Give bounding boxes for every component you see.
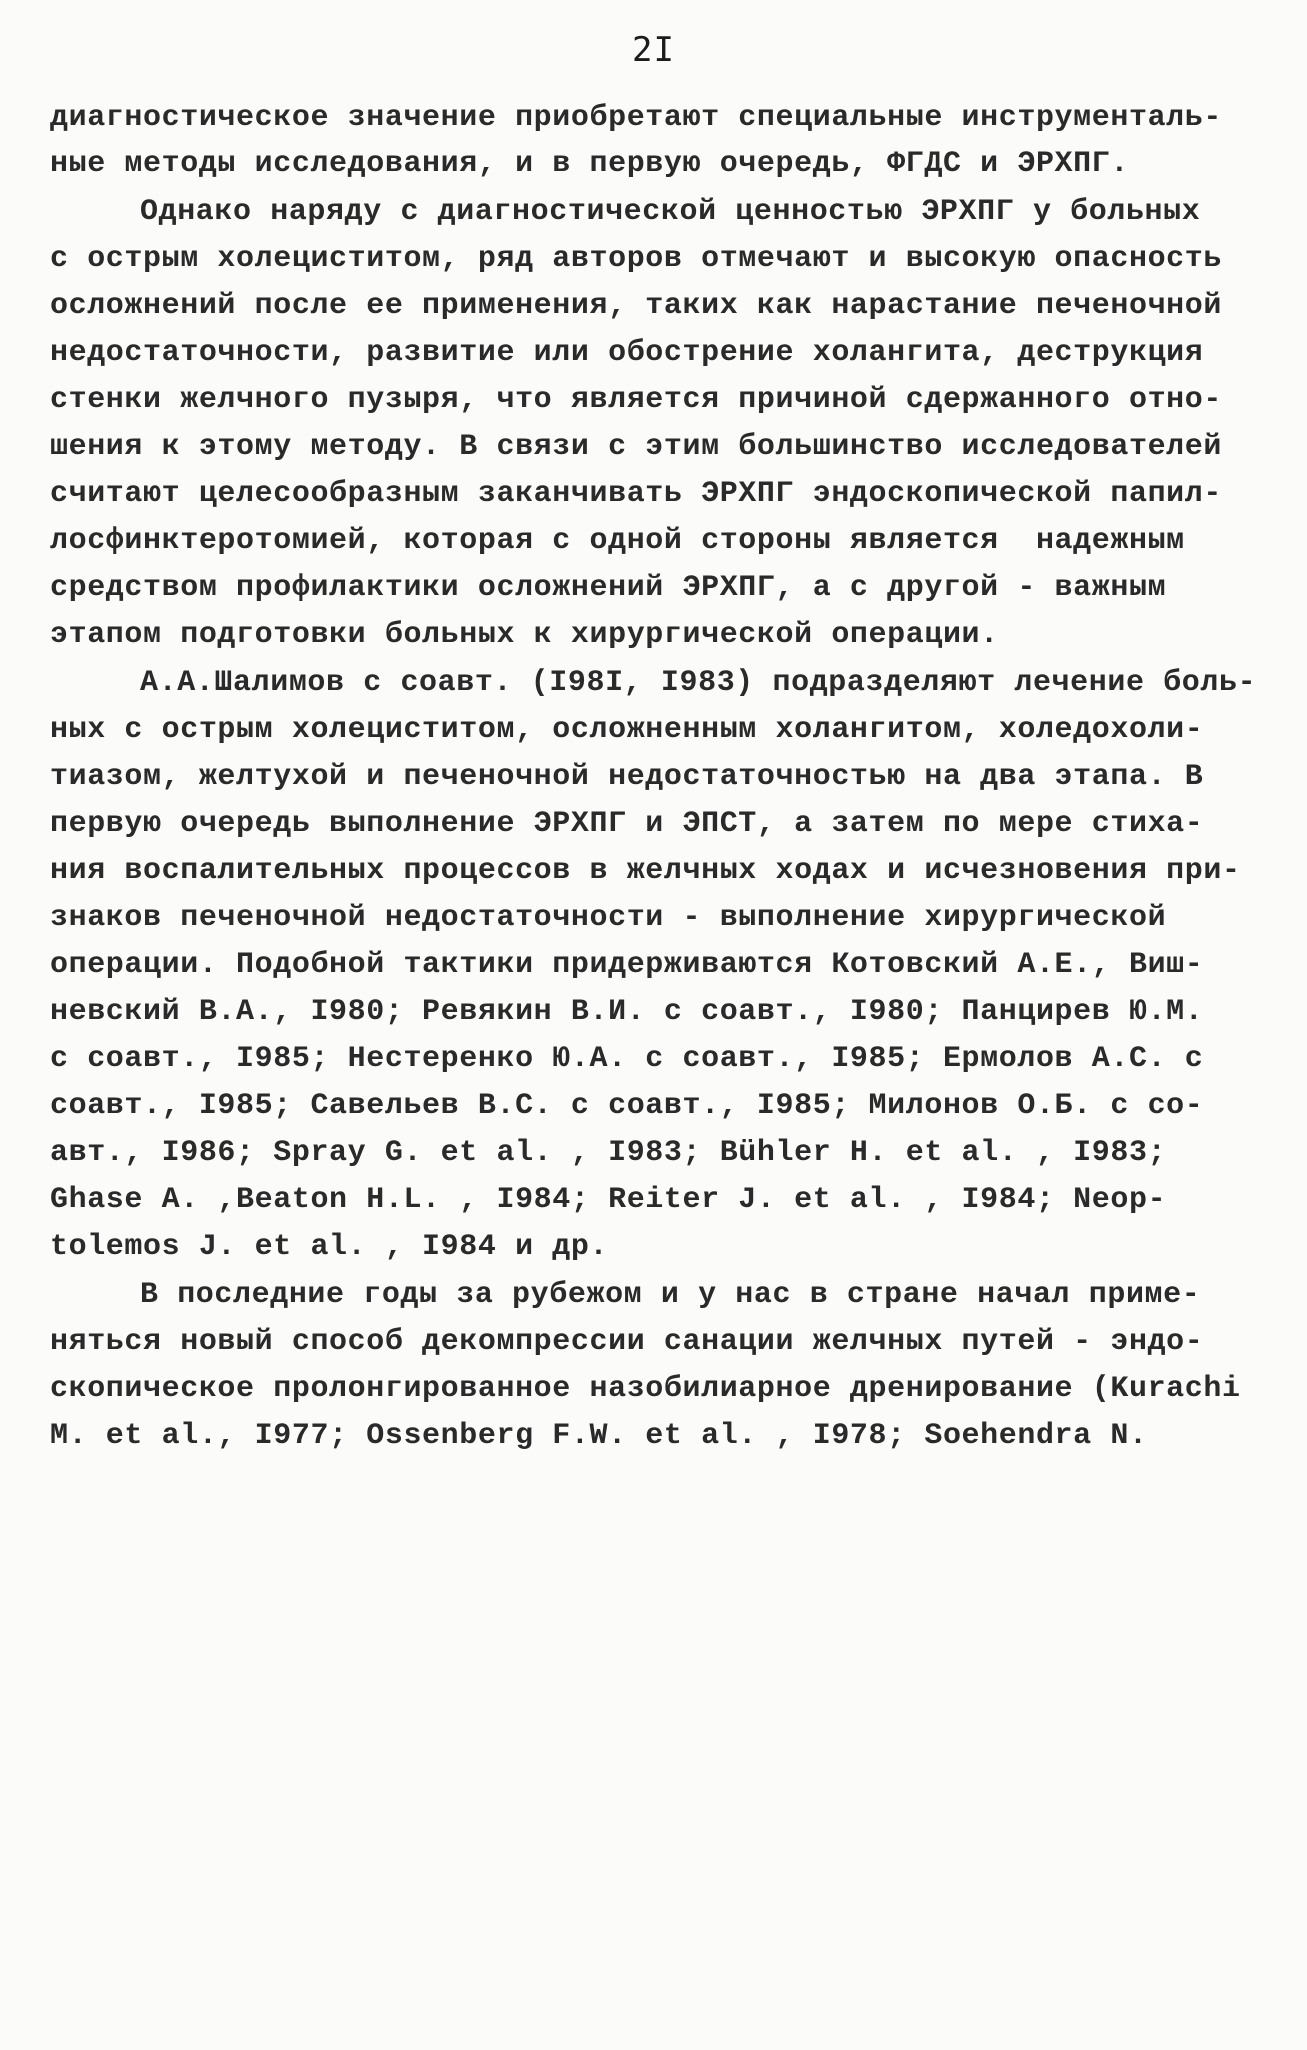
text-line: ные методы исследования, и в первую очередь, ФГДС и ЭРХПГ. (50, 147, 1129, 181)
text-line: лосфинктеротомией, которая с одной стороны является надежным (50, 524, 1185, 558)
text-line: шения к этому методу. В связи с этим большинство исследователей (50, 430, 1222, 464)
text-line: средством профилактики осложнений ЭРХПГ, а с другой - важным (50, 571, 1167, 605)
text-line: с соавт., I985; Нестеренко Ю.А. с соавт., I985; Ермолов А.С. с (50, 1042, 1204, 1076)
text-line: осложнений после ее применения, таких как нарастание печеночной (50, 289, 1222, 323)
text-line: ния воспалительных процессов в желчных ходах и исчезновения при- (50, 854, 1241, 888)
text-line: диагностическое значение приобретают специальные инструменталь- (50, 101, 1222, 135)
text-line: соавт., I985; Савельев В.С. с соавт., I985; Милонов О.Б. с со- (50, 1089, 1204, 1123)
text-line: невский В.А., I980; Ревякин В.И. с соавт., I980; Панцирев Ю.М. (50, 995, 1204, 1029)
page-number: 2I (632, 30, 675, 70)
text-line: стенки желчного пузыря, что является причиной сдержанного отно- (50, 383, 1222, 417)
text-line: недостаточности, развитие или обострение холангита, деструкция (50, 336, 1204, 370)
text-line: tolemos J. et al. , I984 и др. (50, 1230, 609, 1264)
text-line: Однако наряду с диагностической ценностью ЭРХПГ у больных (140, 195, 1201, 229)
text-line: ных с острым холециститом, осложненным холангитом, холедохоли- (50, 713, 1204, 747)
text-line: В последние годы за рубежом и у нас в стране начал приме- (140, 1278, 1201, 1312)
text-line: первую очередь выполнение ЭРХПГ и ЭПСТ, а затем по мере стиха- (50, 807, 1204, 841)
text-line: тиазом, желтухой и печеночной недостаточностью на два этапа. В (50, 760, 1204, 794)
text-line: считают целесообразным заканчивать ЭРХПГ эндоскопической папил- (50, 477, 1222, 511)
text-line: с острым холециститом, ряд авторов отмечают и высокую опасность (50, 242, 1222, 276)
text-line: знаков печеночной недостаточности - выполнение хирургической (50, 901, 1167, 935)
text-line: операции. Подобной тактики придерживаются Котовский А.Е., Виш- (50, 948, 1204, 982)
text-line: Ghase A. ,Beaton H.L. , I984; Reiter J. et al. , I984; Neop- (50, 1183, 1167, 1217)
text-line: скопическое пролонгированное назобилиарное дренирование (Kurachi (50, 1372, 1241, 1406)
text-line: авт., I986; Spray G. et al. , I983; Bühler H. et al. , I983; (50, 1136, 1167, 1170)
text-line: M. et al., I977; Ossenberg F.W. et al. , I978; Soehendra N. (50, 1419, 1148, 1453)
text-line: А.А.Шалимов с соавт. (I98I, I983) подразделяют лечение боль- (140, 666, 1257, 700)
text-line: этапом подготовки больных к хирургической операции. (50, 618, 999, 652)
text-line: няться новый способ декомпрессии санации желчных путей - эндо- (50, 1325, 1204, 1359)
